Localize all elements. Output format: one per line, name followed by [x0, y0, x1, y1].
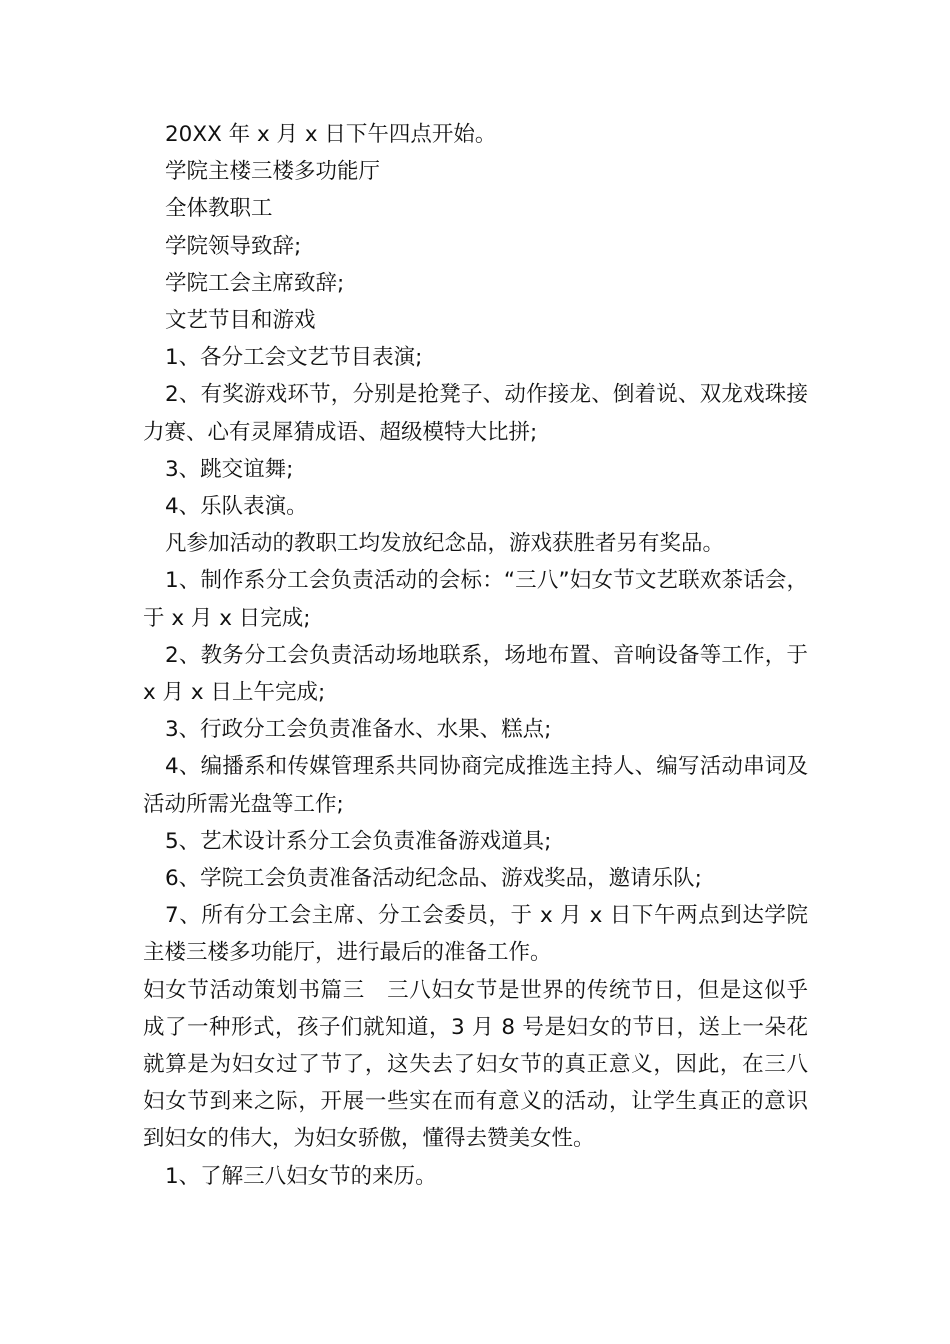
paragraph-union-speech: 学院工会主席致辞; — [165, 270, 345, 296]
paragraph-task-6: 6、学院工会负责准备活动纪念品、游戏奖品，邀请乐队; — [165, 866, 702, 892]
paragraph-venue: 学院主楼三楼多功能厅 — [165, 159, 381, 185]
paragraph-task-1: 1、制作系分工会负责活动的会标：“三八”妇女节文艺联欢茶话会，于 x 月 x 日完成; — [143, 568, 808, 631]
paragraph-program-item-2: 2、有奖游戏环节，分别是抢凳子、动作接龙、倒着说、双龙戏珠接力赛、心有灵犀猜成语、超级模特大比拼; — [143, 382, 808, 445]
paragraph-task-5: 5、艺术设计系分工会负责准备游戏道具; — [165, 828, 552, 854]
paragraph-start-time: 20XX 年 x 月 x 日下午四点开始。 — [165, 122, 497, 147]
paragraph-prizes: 凡参加活动的教职工均发放纪念品，游戏获胜者另有奖品。 — [165, 531, 725, 557]
paragraph-task-3: 3、行政分工会负责准备水、水果、糕点; — [165, 717, 552, 743]
document-body — [143, 116, 808, 1195]
paragraph-section-three: 妇女节活动策划书篇三 三八妇女节是世界的传统节日，但是这似乎成了一种形式，孩子们就知道，3 月 8 号是妇女的节日，送上一朵花就算是为妇女过了节了，这失去了妇女节的真正意义，因此，在三八妇女节到来之际，开展一些实在而有意义的活动，让学生真正的意识到妇女的伟大，为妇女骄傲，懂得去赞美女性。 — [143, 977, 808, 1152]
paragraph-goal-1: 1、了解三八妇女节的来历。 — [165, 1163, 437, 1189]
paragraph-task-2: 2、教务分工会负责活动场地联系，场地布置、音响设备等工作，于 x 月 x 日上午完成; — [143, 642, 808, 706]
paragraph-task-4: 4、编播系和传媒管理系共同协商完成推选主持人、编写活动串词及活动所需光盘等工作; — [143, 754, 808, 817]
paragraph-program-item-3: 3、跳交谊舞; — [165, 456, 294, 482]
paragraph-task-7: 7、所有分工会主席、分工会委员，于 x 月 x 日下午两点到达学院主楼三楼多功能厅，进行最后的准备工作。 — [143, 903, 808, 966]
paragraph-program-item-4: 4、乐队表演。 — [165, 494, 308, 520]
paragraph-program-heading: 文艺节目和游戏 — [165, 308, 316, 334]
paragraph-leader-speech: 学院领导致辞; — [165, 233, 302, 259]
paragraph-participants: 全体教职工 — [165, 196, 273, 222]
paragraph-program-item-1: 1、各分工会文艺节目表演; — [165, 345, 423, 371]
